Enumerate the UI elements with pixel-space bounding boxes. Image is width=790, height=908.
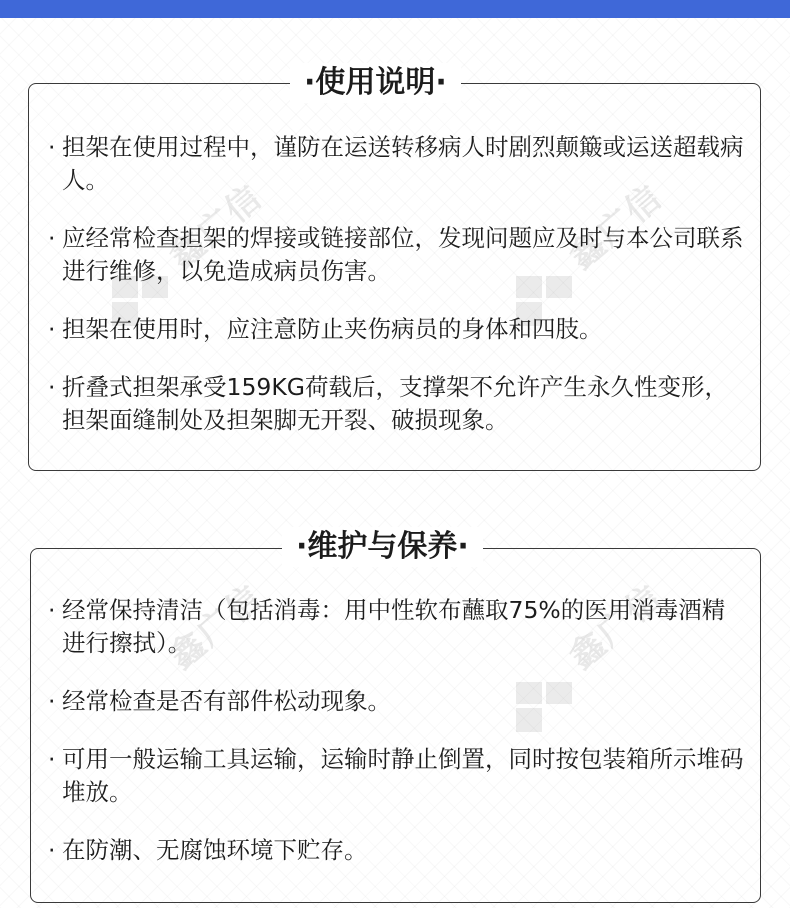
watermark-text: 鑫广信	[562, 577, 671, 678]
list-item	[48, 834, 748, 867]
list-item-text: 可用一般运输工具运输，运输时静止倒置，同时按包装箱所示堆码堆放。	[62, 745, 744, 806]
bullet: ·	[48, 745, 56, 773]
list-item	[48, 131, 748, 197]
bullet: ·	[48, 373, 56, 401]
top-accent-bar	[0, 0, 790, 18]
list-item-text: 在防潮、无腐蚀环境下贮存。	[62, 836, 368, 864]
list-item-text: 应经常检查担架的焊接或链接部位，发现问题应及时与本公司联系进行维修，以免造成病员伤害。	[62, 224, 744, 285]
list-item	[48, 685, 748, 718]
bullet: ·	[48, 687, 56, 715]
list-item-text: 担架在使用时，应注意防止夹伤病员的身体和四肢。	[62, 315, 603, 343]
list-item-text: 经常检查是否有部件松动现象。	[62, 687, 391, 715]
list-item	[48, 594, 748, 660]
list-item	[48, 371, 748, 437]
bullet: ·	[48, 133, 56, 161]
list-item-text: 折叠式担架承受159KG荷载后，支撑架不允许产生永久性变形，担架面缝制处及担架脚无开裂、破损现象。	[62, 373, 728, 434]
watermark-text: 鑫广信	[562, 177, 671, 278]
bullet: ·	[48, 836, 56, 864]
watermark-text: 鑫广信	[162, 577, 271, 678]
watermark-text: 鑫广信	[162, 177, 271, 278]
section-title: ·维护与保养·	[282, 527, 483, 567]
bullet: ·	[48, 596, 56, 624]
bullet: ·	[48, 315, 56, 343]
bullet: ·	[48, 224, 56, 252]
list-item-text: 担架在使用过程中，谨防在运送转移病人时剧烈颠簸或运送超载病人。	[62, 133, 744, 194]
list-item	[48, 222, 748, 288]
list-item	[48, 743, 748, 809]
list-item	[48, 313, 748, 346]
list-item-text: 经常保持清洁（包括消毒：用中性软布蘸取75%的医用消毒酒精进行擦拭）。	[62, 596, 726, 657]
section-title: ·使用说明·	[290, 63, 461, 103]
